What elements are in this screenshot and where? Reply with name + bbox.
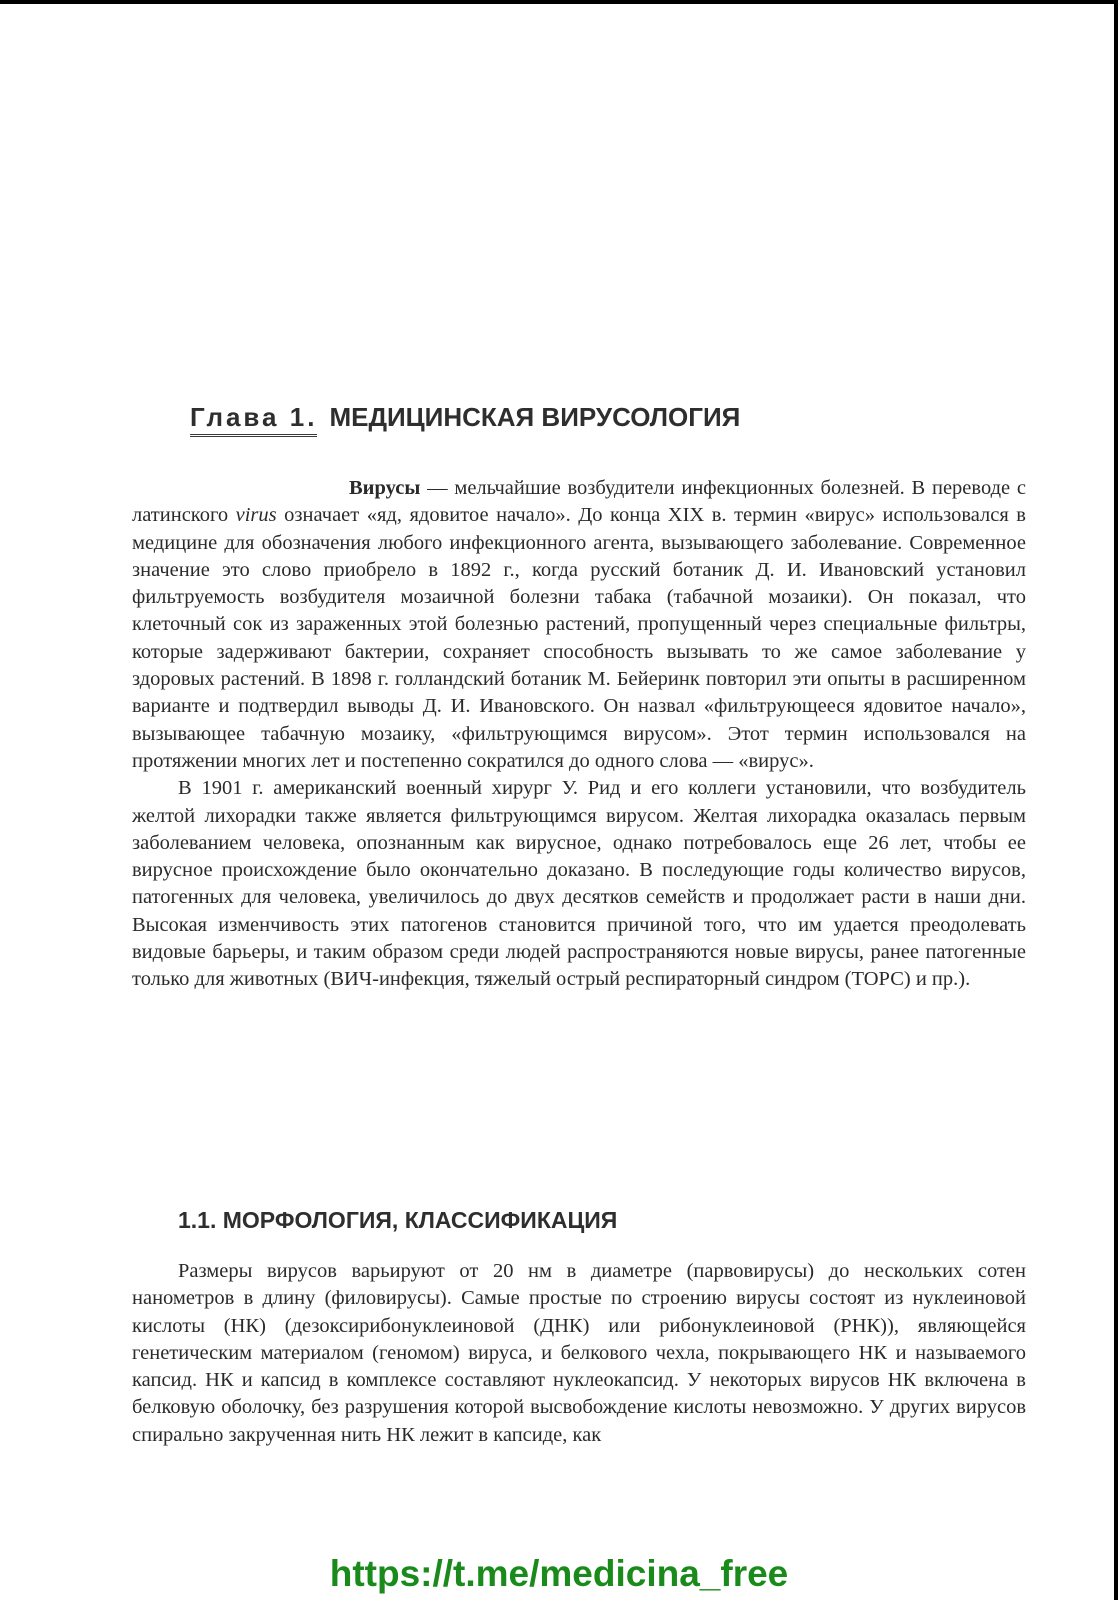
chapter-title: МЕДИЦИНСКАЯ ВИРУСОЛОГИЯ [329, 402, 741, 432]
intro-text [132, 475, 1026, 994]
chapter-label: Глава 1. [190, 402, 317, 437]
section-heading: 1.1. МОРФОЛОГИЯ, КЛАССИФИКАЦИЯ [178, 1207, 618, 1233]
intro-paragraph-2: В 1901 г. американский военный хирург У. Рид и его коллеги установили, что возбудитель желтой лихорадки также является фильтрующимся вирусом. Желтая лихорадка оказалась первым заболеванием человека, опознанным как вирусное, однако потребовалось еще 26 лет, чтобы ее вирусное происхождение было окончательно доказано. В последующие годы количество вирусов, патогенных для человека, увеличилось до двух десятков семейств и продолжает расти в наши дни. Высокая изменчивость этих патогенов становится причиной того, что им удается преодолевать видовые барьеры, и таким образом среди людей распространяются новые вирусы, ранее патогенные только для животных (ВИЧ-инфекция, тяжелый острый респираторный синдром (ТОРС) и пр.). [132, 777, 1026, 991]
term-viruses: Вирусы [349, 477, 421, 499]
page-top-border [0, 0, 1118, 4]
chapter-heading [190, 402, 740, 433]
latin-term-virus: virus [235, 504, 277, 527]
section-text [132, 1258, 1026, 1449]
intro-p1-part-a: — мельчайшие возбудители инфекционных болезней. В переводе с латинского [132, 477, 1026, 527]
intro-paragraph-1 [132, 475, 1026, 775]
section-paragraph-1: Размеры вирусов варьируют от 20 нм в диаметре (парвовирусы) до нескольких сотен нанометров в длину (филовирусы). Самые простые по строению вирусы состоят из нуклеиновой кислоты (НК) (дезоксирибонуклеиновой (ДНК) или рибонуклеиновой (РНК)), являющейся генетическим материалом (геномом) вируса, и белкового чехла, покрывающего НК и называемого капсид. НК и капсид в комплексе составляют нуклеокапсид. У некоторых вирусов НК включена в белковую оболочку, без разрушения которой высвобождение кислоты невозможно. У других вирусов спирально закрученная нить НК лежит в капсиде, как [132, 1260, 1026, 1446]
intro-p1-part-b: означает «яд, ядовитое начало». До конца XIX в. термин «вирус» использовался в медицине для обозначения любого инфекционного агента, вызывающего заболевание. Современное значение это слово приобрело в 1892 г., когда русский ботаник Д. И. Ивановский установил фильтруемость возбудителя мозаичной болезни табака (табачной мозаики). Он показал, что клеточный сок из зараженных этой болезнью растений, пропущенный через специальные фильтры, которые задерживают бактерии, сохраняет способность вызывать то же самое заболевание у здоровых растений. В 1898 г. голландский ботаник М. Бейеринк повторил эти опыты в расширенном варианте и подтвердил выводы Д. И. Ивановского. Он назвал «фильтрующееся ядовитое начало», вызывающее табачную мозаику, «фильтрующимся вирусом». Этот термин использовался на протяжении многих лет и постепенно сократился до одного слова — «вирус». [132, 504, 1026, 772]
footer-link[interactable]: https://t.me/medicina_free [329, 1553, 789, 1594]
page-right-border [1114, 0, 1118, 1600]
